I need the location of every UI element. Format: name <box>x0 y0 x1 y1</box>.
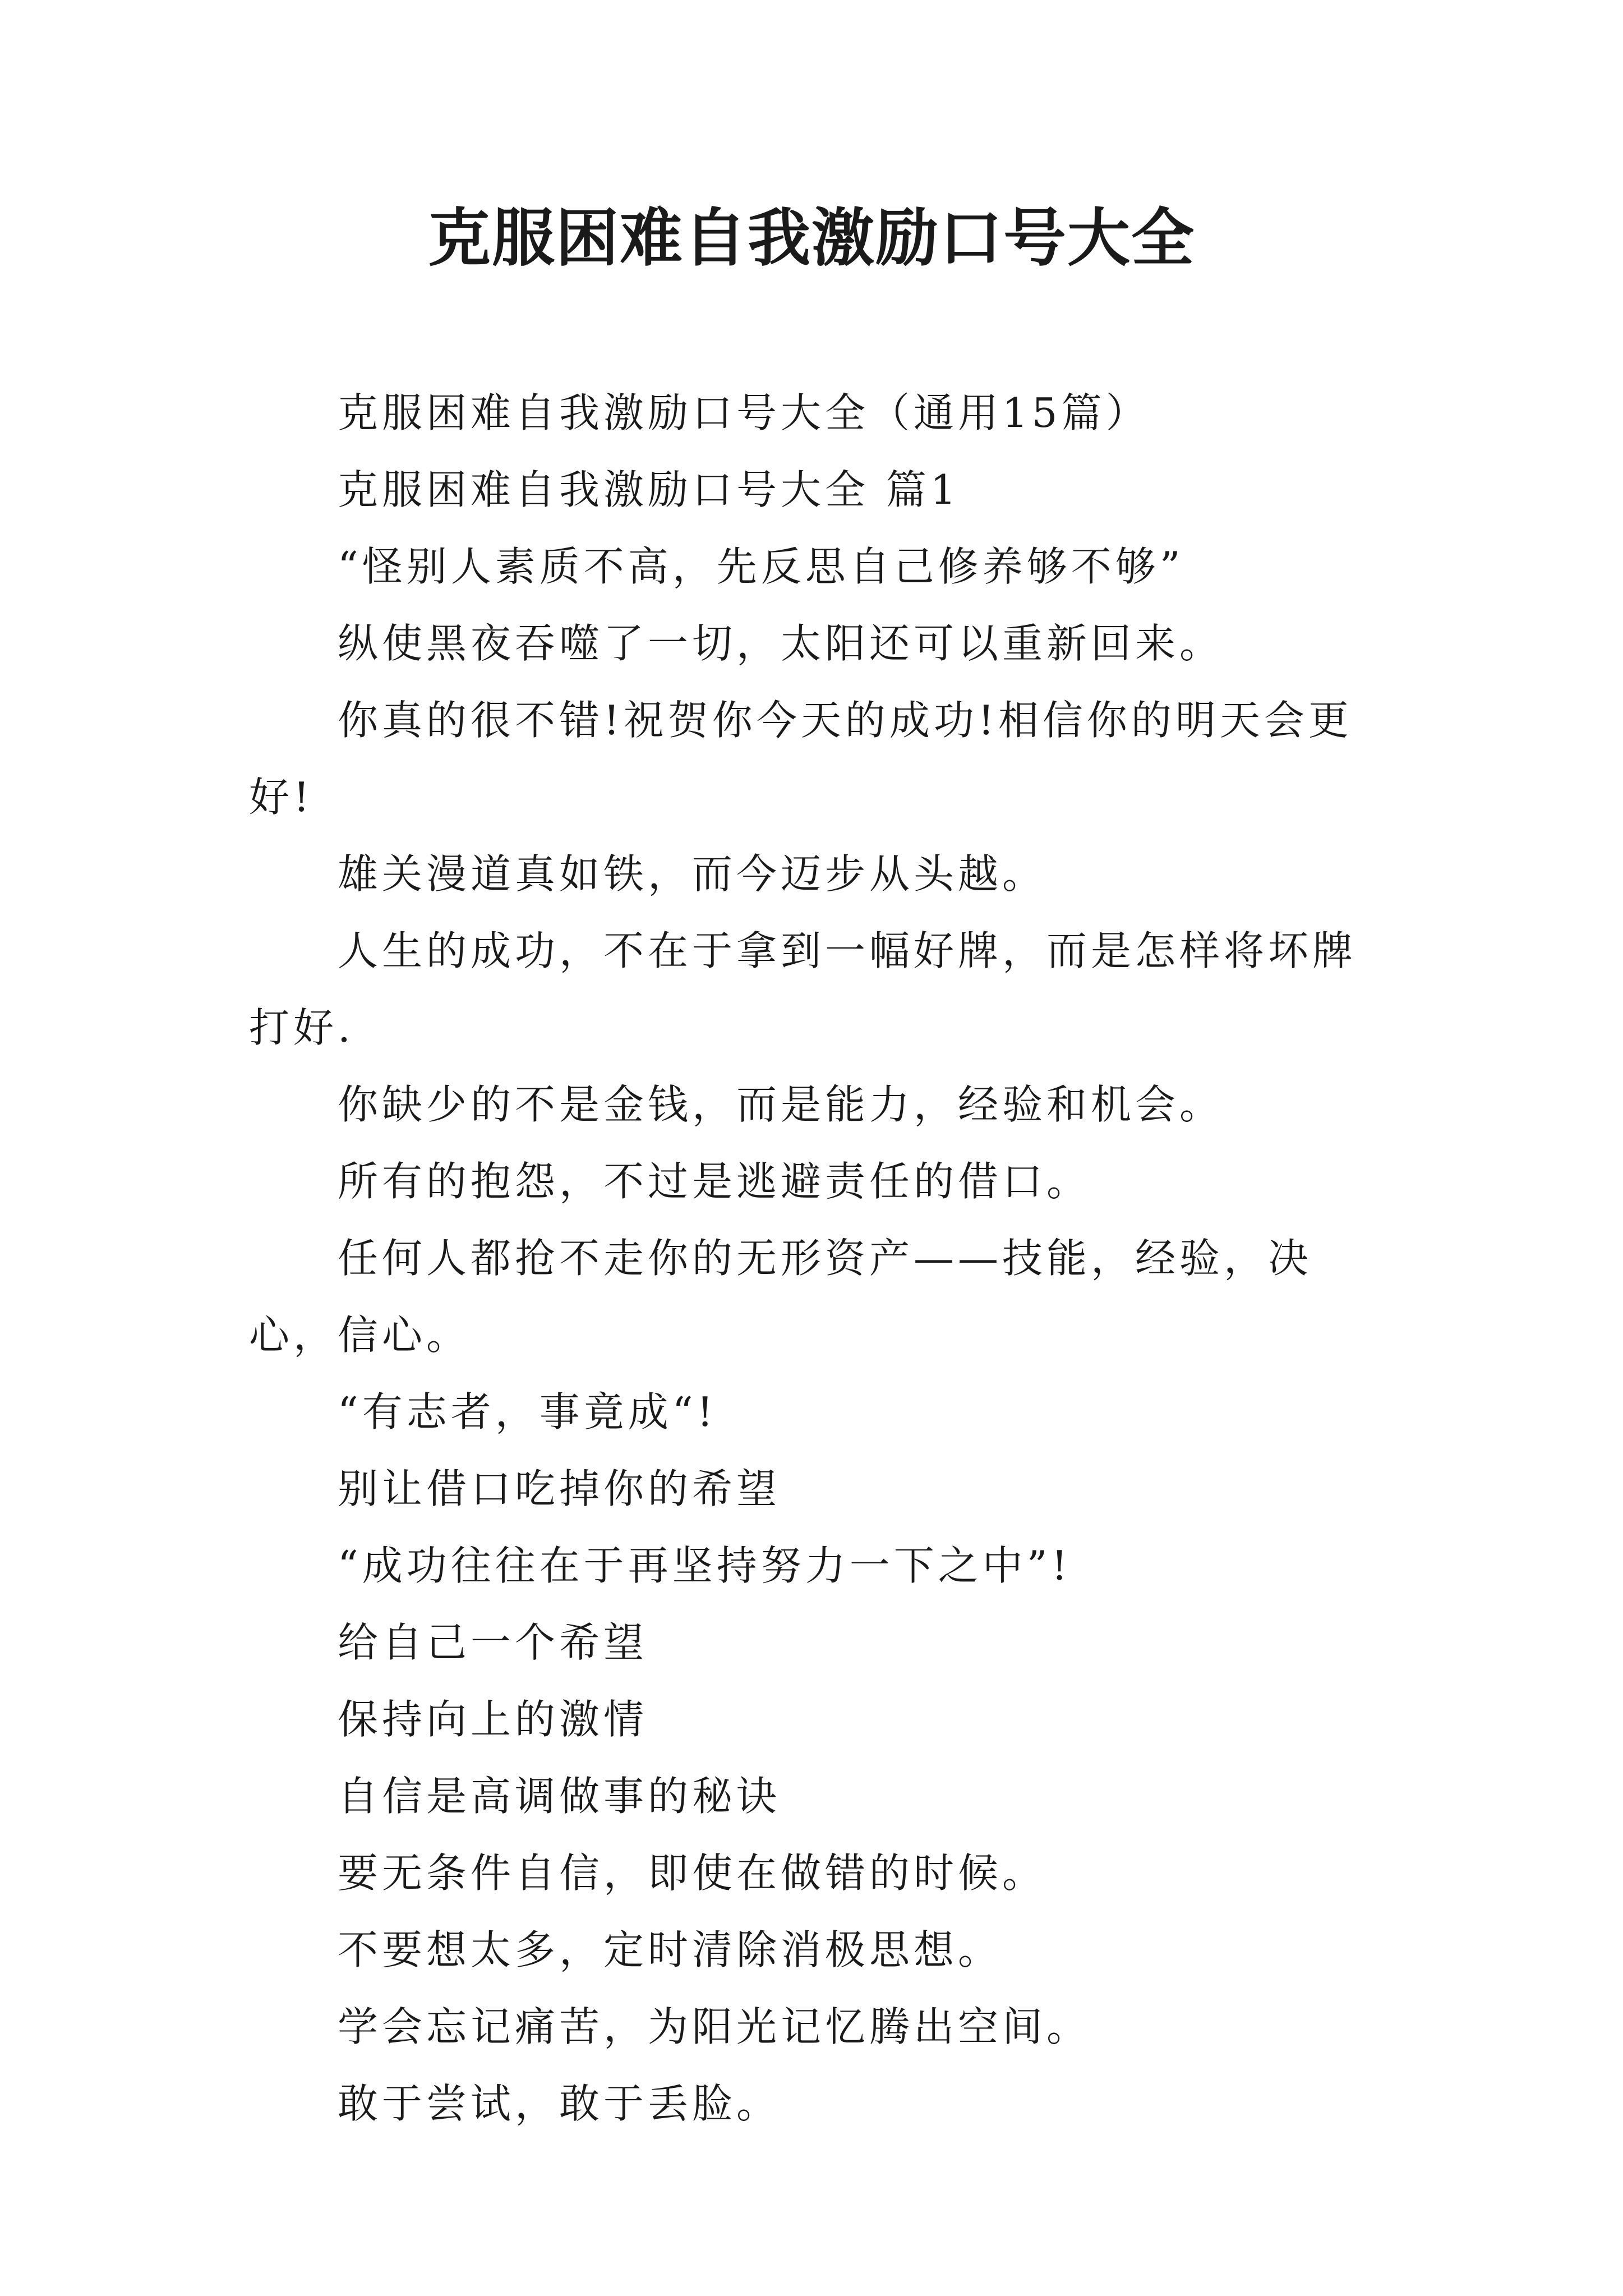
paragraph: 你真的很不错!祝贺你今天的成功!相信你的明天会更好! <box>249 697 1353 821</box>
document-title: 克服困难自我激励口号大全 <box>428 201 1195 275</box>
paragraph: “怪别人素质不高，先反思自己修养够不够” <box>338 543 1184 590</box>
paragraph: 学会忘记痛苦，为阳光记忆腾出空间。 <box>338 2003 1091 2050</box>
paragraph: 克服困难自我激励口号大全 篇1 <box>338 466 960 513</box>
document-body <box>249 375 1390 2142</box>
paragraph: 任何人都抢不走你的无形资产——技能，经验，决心，信心。 <box>249 1235 1313 1359</box>
paragraph: 所有的抱怨，不过是逃避责任的借口。 <box>338 1158 1091 1205</box>
paragraph: 给自己一个希望 <box>338 1619 648 1666</box>
paragraph: 敢于尝试，敢于丢脸。 <box>338 2080 781 2127</box>
paragraph: 不要想太多，定时清除消极思想。 <box>338 1926 1003 1973</box>
paragraph: 纵使黑夜吞噬了一切，太阳还可以重新回来。 <box>338 620 1224 667</box>
paragraph: 克服困难自我激励口号大全（通用15篇） <box>338 389 1150 436</box>
paragraph: 保持向上的激情 <box>338 1696 648 1743</box>
paragraph: 人生的成功，不在于拿到一幅好牌，而是怎样将坏牌打好. <box>249 927 1357 1051</box>
paragraph: 你缺少的不是金钱，而是能力，经验和机会。 <box>338 1081 1224 1128</box>
paragraph: 雄关漫道真如铁，而今迈步从头越。 <box>338 850 1047 898</box>
paragraph: “成功往往在于再坚持努力一下之中”! <box>338 1542 1072 1589</box>
paragraph: 自信是高调做事的秘诀 <box>338 1773 781 1820</box>
paragraph: “有志者，事竟成“! <box>338 1388 717 1435</box>
paragraph: 要无条件自信，即使在做错的时候。 <box>338 1849 1047 1897</box>
paragraph: 别让借口吃掉你的希望 <box>338 1465 781 1512</box>
